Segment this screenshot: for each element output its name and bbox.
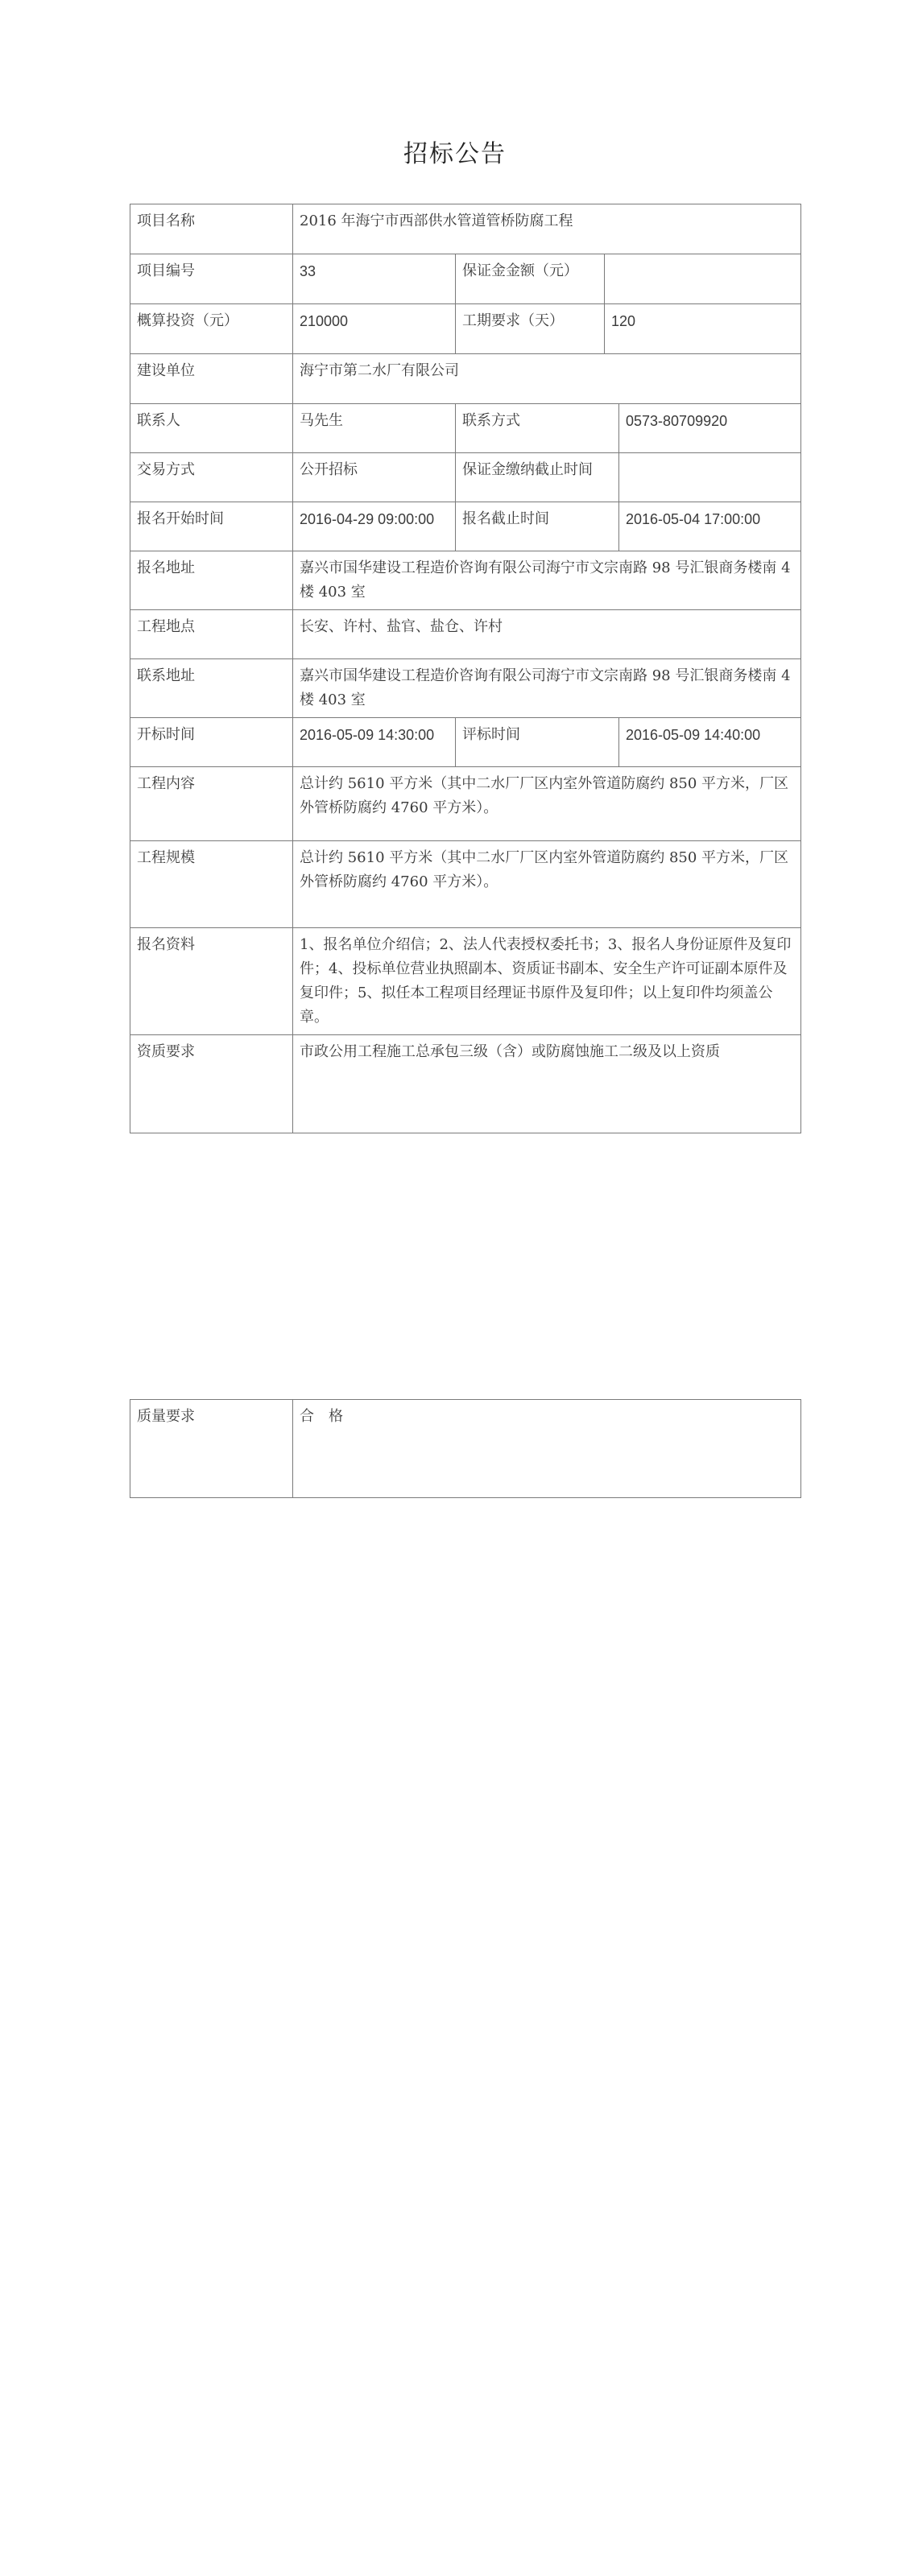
value-contact-person: 马先生 [293,404,456,453]
label-contact-person: 联系人 [130,404,293,453]
value-reg-addr: 嘉兴市国华建设工程造价咨询有限公司海宁市文宗南路 98 号汇银商务楼南 4 楼 403 室 [293,551,801,610]
label-project-no: 项目编号 [130,254,293,304]
label-qualification: 资质要求 [130,1035,293,1133]
label-eval-time: 评标时间 [456,718,619,767]
value-project-no: 33 [293,254,456,304]
label-deposit-deadline: 保证金缴纳截止时间 [456,453,619,502]
value-builder: 海宁市第二水厂有限公司 [293,354,801,404]
label-reg-start: 报名开始时间 [130,502,293,551]
value-materials: 1、报名单位介绍信；2、法人代表授权委托书；3、报名人身份证原件及复印件；4、投标单位营业执照副本、资质证书副本、安全生产许可证副本原件及复印件；5、拟任本工程项目经理证书原件及复印件；以上复印件均须盖公章。 [293,928,801,1035]
row-project-name [130,204,801,254]
row-registration-time [130,502,801,551]
value-budget: 210000 [293,304,456,354]
row-bid-times [130,718,801,767]
page-title: 招标公告 [403,140,507,168]
label-content: 工程内容 [130,767,293,841]
label-trade-mode: 交易方式 [130,453,293,502]
row-budget [130,304,801,354]
label-builder: 建设单位 [130,354,293,404]
label-duration: 工期要求（天） [456,304,605,354]
value-quality: 合 格 [293,1400,801,1498]
value-eval-time: 2016-05-09 14:40:00 [619,718,801,767]
value-deposit [605,254,801,304]
value-contact-phone: 0573-80709920 [619,404,801,453]
label-contact-phone: 联系方式 [456,404,619,453]
label-scale: 工程规模 [130,841,293,928]
value-open-time: 2016-05-09 14:30:00 [293,718,456,767]
label-open-time: 开标时间 [130,718,293,767]
value-content: 总计约 5610 平方米（其中二水厂厂区内室外管道防腐约 850 平方米，厂区外管桥防腐约 4760 平方米）。 [293,767,801,841]
row-quality [130,1400,801,1498]
row-qualification [130,1035,801,1133]
quality-table [130,1399,801,1498]
value-reg-end: 2016-05-04 17:00:00 [619,502,801,551]
row-contact [130,404,801,453]
label-materials: 报名资料 [130,928,293,1035]
row-project-no [130,254,801,304]
value-site: 长安、许村、盐官、盐仓、许村 [293,610,801,659]
row-content [130,767,801,841]
value-contact-addr: 嘉兴市国华建设工程造价咨询有限公司海宁市文宗南路 98 号汇银商务楼南 4 楼 403 室 [293,659,801,718]
label-contact-addr: 联系地址 [130,659,293,718]
value-trade-mode: 公开招标 [293,453,456,502]
label-reg-addr: 报名地址 [130,551,293,610]
row-materials [130,928,801,1035]
label-budget: 概算投资（元） [130,304,293,354]
value-project-name: 2016 年海宁市西部供水管道管桥防腐工程 [293,204,801,254]
value-duration: 120 [605,304,801,354]
row-trade-mode [130,453,801,502]
value-reg-start: 2016-04-29 09:00:00 [293,502,456,551]
row-builder [130,354,801,404]
row-site [130,610,801,659]
label-project-name: 项目名称 [130,204,293,254]
row-contact-address [130,659,801,718]
label-reg-end: 报名截止时间 [456,502,619,551]
tender-info-table [130,204,801,1133]
label-deposit: 保证金金额（元） [456,254,605,304]
value-deposit-deadline [619,453,801,502]
label-site: 工程地点 [130,610,293,659]
row-scale [130,841,801,928]
value-scale: 总计约 5610 平方米（其中二水厂厂区内室外管道防腐约 850 平方米，厂区外管桥防腐约 4760 平方米）。 [293,841,801,928]
value-qualification: 市政公用工程施工总承包三级（含）或防腐蚀施工二级及以上资质 [293,1035,801,1133]
row-registration-address [130,551,801,610]
label-quality: 质量要求 [130,1400,293,1498]
